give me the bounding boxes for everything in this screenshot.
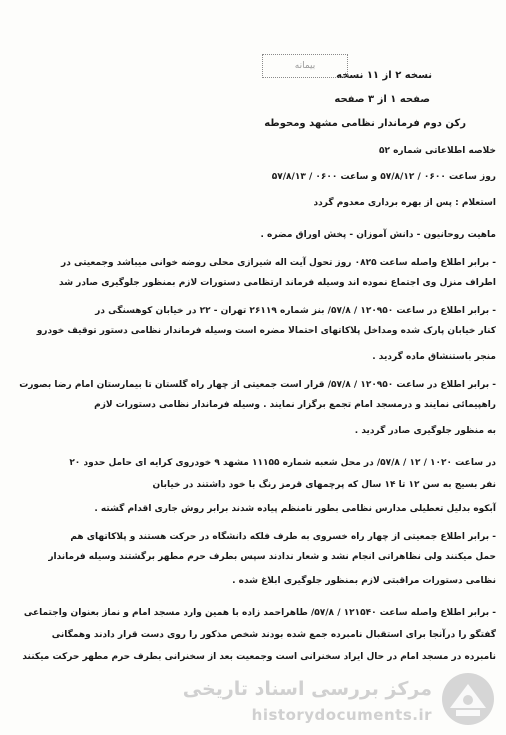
body-line: آبکوه بدلیل تعطیلی مدارس نظامی بطور نامنظم پیاده شدند برابر روش جاری اقدام گشته . — [94, 504, 496, 514]
body-line: استعلام : پس از بهره برداری معدوم گردد — [313, 198, 496, 208]
page-count-line: صفحه ۱ از ۳ صفحه — [334, 94, 430, 105]
body-line: نظامی دستورات مراقبتی لازم بمنظور جلوگیری ابلاغ شده . — [232, 576, 496, 586]
body-line: به منظور جلوگیری صادر گردید . — [354, 426, 496, 436]
body-line: ماهیت روحانیون - دانش آموزان - پخش اوراق مضره . — [260, 230, 496, 240]
watermark-url: historydocuments.ir — [251, 706, 432, 724]
body-line: خلاصه اطلاعاتی شماره ۵۲ — [378, 146, 496, 156]
body-line: حمل میکنند ولی نظاهراتی انجام نشد و شعار ندادند سپس بطرف حرم مطهر برگشتند وسیله فرماندار — [48, 552, 496, 562]
body-line: - برابر اطلاع جمعیتی از چهار راه خسروی به طرف فلکه دانشگاه در حرکت هستند و پلاکاتهای هم — [70, 532, 496, 542]
body-line: - برابر اطلاع واصله ساعت ۱۲۱۵۴۰ / ۵۷/۸/ طاهراحمد زاده با همین وارد مسجد امام و نماز بعنوان واجتماعی — [23, 608, 496, 618]
archive-logo-icon — [438, 670, 498, 728]
body-line: - برابر اطلاع در ساعت ۱۲۰۹۵۰ / ۵۷/۸/ بنز شماره ۲۶۱۱۹ تهران - ۲۲ در خیابان کوهسنگی در — [95, 306, 496, 316]
body-line: منجر باستنشاق ماده گردید . — [372, 352, 496, 362]
body-line: اطراف منزل وی اجتماع نموده اند وسیله فرماند ارتظامی دستورات لازم بمنظور جلوگیری صادر شد — [59, 278, 496, 288]
stamp-text: بیمانه — [294, 61, 316, 71]
body-line: روز ساعت ۰۶۰۰ / ۵۷/۸/۱۲ و ساعت ۰۶۰۰ / ۵۷/۸/۱۳ — [271, 172, 496, 182]
body-line: راهپیمائی نمایند و درمسجد امام تجمع برگزار نمایند . وسیله فرماندار نظامی دستورات لازم — [94, 400, 496, 410]
classification-stamp — [262, 54, 348, 78]
body-line: نامبرده در مسجد امام در حال ایراد سخنرانی است وجمعیت بعد از سخنرانی بطرف حرم مطهر حرکت میکنند — [22, 652, 496, 662]
body-line: در ساعت ۱۰۲۰ / ۱۲ / ۵۷/۸/ در محل شعبه شماره ۱۱۱۵۵ مشهد ۹ خودروی کرایه ای حامل حدود ۲۰ — [69, 458, 496, 468]
body-line: - برابر اطلاع واصله ساعت ۰۸۲۵ روز تحول آیت اله شیرازی محلی روضه خوانی میباشد وجمعیتی در — [61, 258, 496, 268]
copy-count-line: نسخه ۲ از ۱۱ نسخه — [336, 70, 432, 81]
recipient-line: رکن دوم فرماندار نظامی مشهد ومحوطه — [264, 118, 466, 129]
watermark-title: مرکز بررسی اسناد تاریخی — [182, 678, 432, 700]
body-line: نفر بسیج به سن ۱۲ تا ۱۴ سال که پرچمهای قرمز رنگ با خود داشتند در خیابان — [152, 480, 496, 490]
body-line: گفتگو را درآنجا برای استقبال نامبرده جمع شده بودند شخص مذکور را روی دست قرار دادند وهمگانی — [51, 630, 496, 640]
archive-watermark — [170, 668, 500, 730]
body-line: - برابر اطلاع در ساعت ۱۲۰۹۵۰ / ۵۷/۸/ قرار است جمعیتی از چهار راه گلستان تا بیمارستان امام رضا بصورت — [19, 380, 496, 390]
body-line: کنار خیابان پارک شده ومداخل پلاکاتهای احتمالا مضره است وسیله فرماندار نظامی دستور توقیف خودرو — [36, 326, 496, 336]
